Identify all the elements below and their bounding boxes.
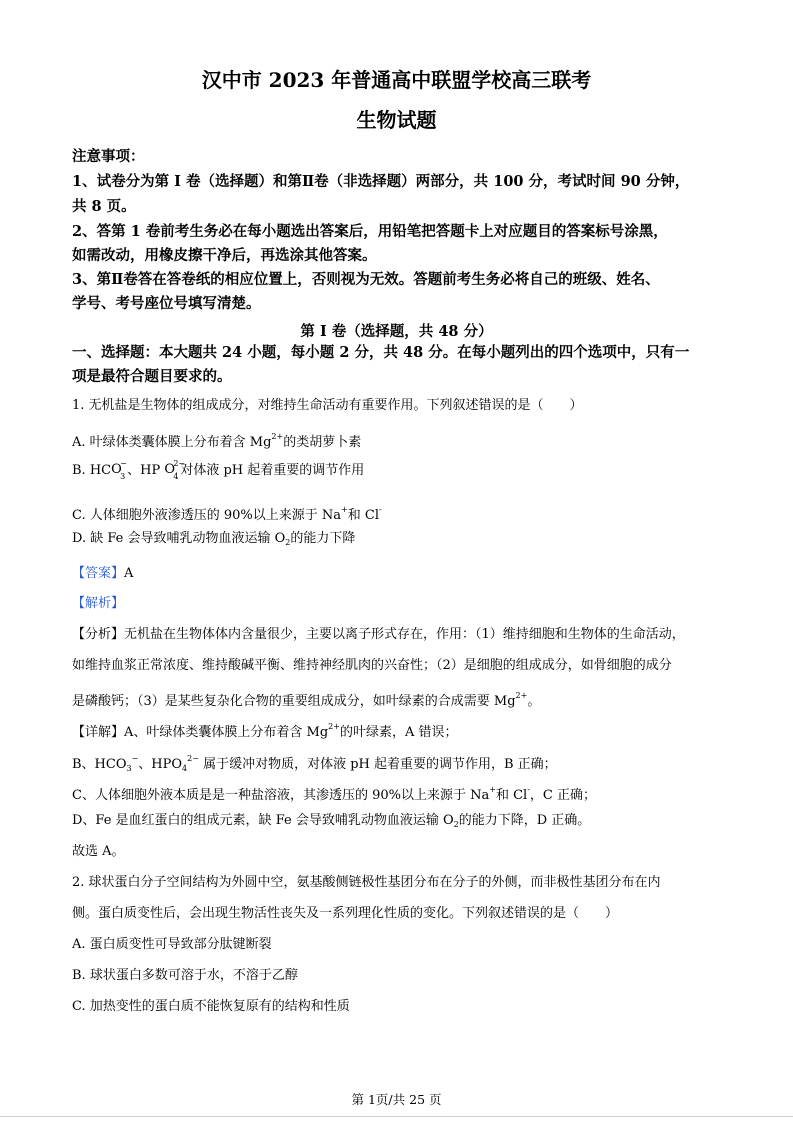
phosphate-formula: O 2− 4	[164, 459, 186, 481]
notice-line: 2、答第 1 卷前考生务必在每小题选出答案后，用铅笔把答题卡上对应题目的答案标号涂黑，	[72, 223, 668, 240]
section-intro: 一、选择题：本大题共 24 小题，每小题 2 分，共 48 分。在每小题列出的四个选项中，只有一	[72, 344, 690, 361]
section-title: 第 I 卷（选择题，共 48 分）	[300, 323, 493, 340]
q1-option-d: D. 缺 Fe 会导致哺乳动物血液运输 $O_2$的能力下降	[72, 531, 356, 547]
notice-line: 3、第Ⅱ卷答在答卷纸的相应位置上，否则视为无效。答题前考生务必将自己的班级、姓名、	[72, 271, 660, 288]
notice-line: 共 8 页。	[72, 198, 136, 215]
q1-stem: 1. 无机盐是生物体的组成成分，对维持生命活动有重要作用。下列叙述错误的是（ ）	[72, 398, 583, 413]
q2-stem: 2. 球状蛋白分子空间结构为外圆中空，氨基酸侧链极性基团分布在分子的外侧，而非极性基团分布在内	[72, 875, 661, 890]
page-number: 第 1页/共 25 页	[351, 1092, 442, 1107]
q2-option-c: C. 加热变性的蛋白质不能恢复原有的结构和性质	[72, 999, 350, 1014]
bicarbonate-formula: O − 3	[111, 459, 127, 481]
notice-heading: 注意事项：	[72, 148, 145, 165]
section-intro: 项是最符合题目要求的。	[72, 368, 232, 385]
q1-detail-c: C、人体细胞外液本质是是一种盐溶液，其渗透压的 90%以上来源于 Na+和 Cl-，C 正确；	[72, 785, 596, 803]
notice-line: 学号、考号座位号填写清楚。	[72, 295, 261, 312]
notice-line: 如需改动，用橡皮擦干净后，再选涂其他答案。	[72, 247, 377, 264]
q2-option-b: B. 球状蛋白多数可溶于水，不溶于乙醇	[72, 968, 298, 983]
q1-option-b: B. HC O − 3 、HP O 2− 4 对体液 pH 起着重要的调节作用	[72, 459, 365, 481]
exam-subtitle: 生物试题	[356, 108, 437, 132]
q2-option-a: A. 蛋白质变性可导致部分肽键断裂	[72, 937, 272, 952]
exam-title: 汉中市 2023 年普通高中联盟学校高三联考	[201, 68, 592, 92]
q1-detail-a: 【详解】A、叶绿体类囊体膜上分布着含 $Mg^{2+}$的叶绿素，A 错误；	[72, 722, 458, 740]
q1-fenxi-line: 如维持血浆正常浓度、维持酸碱平衡、维持神经肌肉的兴奋性；（2）是细胞的组成成分，如骨细胞的成分	[72, 658, 672, 673]
q1-detail-d: D、Fe 是血红蛋白的组成元素，缺 Fe 会导致哺乳动物血液运输 $O_2$的能力下降，D 正确。	[72, 813, 591, 829]
q1-option-a: A. 叶绿体类囊体膜上分布着含 $Mg^{2+}$的类胡萝卜素	[72, 432, 362, 450]
q1-conclusion: 故选 A。	[72, 844, 125, 859]
q1-fenxi-line: 是磷酸钙；（3）是某些复杂化合物的重要组成成分，如叶绿素的合成需要 $Mg^{2+}$。	[72, 691, 541, 709]
q1-option-c: C. 人体细胞外液渗透压的 90%以上来源于 Na+和 Cl-	[72, 505, 382, 523]
q2-stem: 侧。蛋白质变性后，会出现生物活性丧失及一系列理化性质的变化。下列叙述错误的是（ ）	[72, 906, 619, 921]
notice-line: 1、试卷分为第 I 卷（选择题）和第Ⅱ卷（非选择题）两部分，共 100 分，考试时间 90 分钟，	[72, 173, 690, 190]
footer-divider	[0, 1116, 793, 1117]
q1-answer: 【答案】A	[72, 566, 134, 581]
q1-analysis-tag: 【解析】	[72, 596, 125, 611]
q1-detail-b: B、$HCO_3^-$、$HPO_4^{2-}$ 属于缓冲对物质，对体液 pH 起着重要的调节作用，B 正确；	[72, 754, 557, 773]
q1-fenxi: 【分析】无机盐在生物体体内含量很少，主要以离子形式存在，作用：（1）维持细胞和生物体的生命活动，	[72, 627, 685, 642]
